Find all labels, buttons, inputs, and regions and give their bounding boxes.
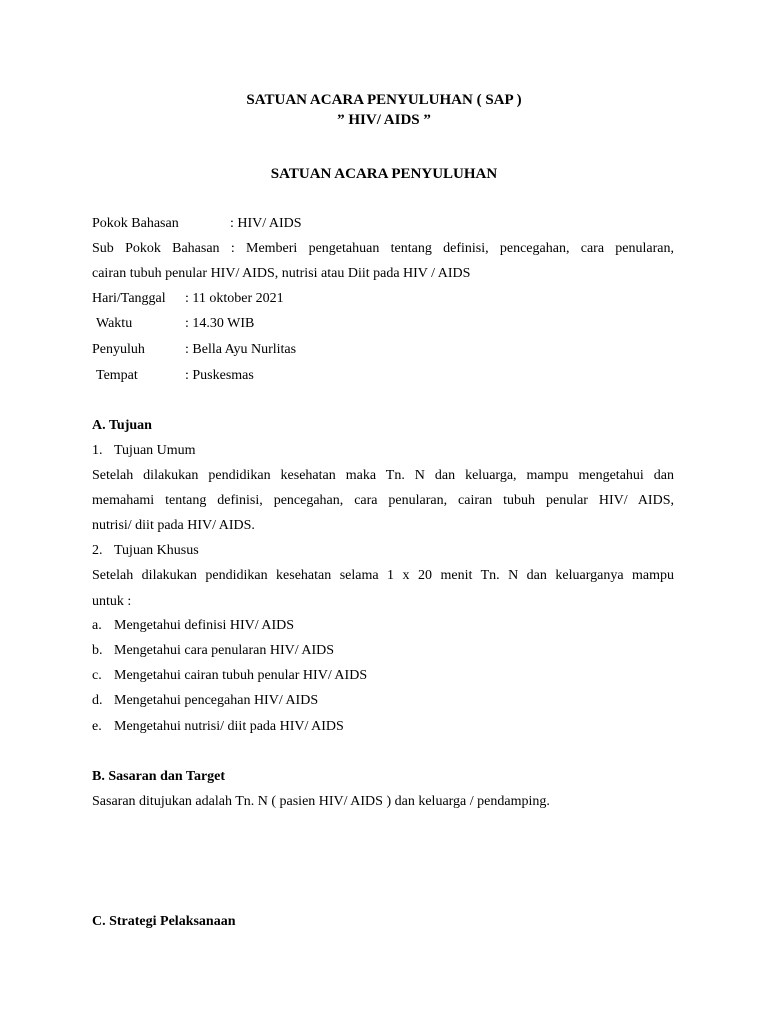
list-item <box>92 691 674 711</box>
list-item-letter: c. <box>92 668 102 683</box>
list-item <box>92 717 674 737</box>
section-b-text: Sasaran ditujukan adalah Tn. N ( pasien HIV/ AIDS ) dan keluarga / pendamping. <box>92 794 550 809</box>
section-b-heading: B. Sasaran dan Target <box>92 769 226 784</box>
info-waktu <box>92 314 674 334</box>
hari-value: : 11 oktober 2021 <box>185 291 284 306</box>
list-item-letter: d. <box>92 693 103 708</box>
list-item-letter: a. <box>92 618 102 633</box>
tujuan-khusus-heading <box>92 541 674 561</box>
info-penyuluh <box>92 340 674 360</box>
document-title: SATUAN ACARA PENYULUHAN ( SAP ) <box>246 92 522 108</box>
tujuan-khusus-text-line1: Setelah dilakukan pendidikan kesehatan selama 1 x 20 menit Tn. N dan keluarganya mampu <box>92 568 674 583</box>
pokok-value: : HIV/ AIDS <box>230 216 302 231</box>
document-topic: ” HIV/ AIDS ” <box>337 112 431 128</box>
list-item-text: Mengetahui pencegahan HIV/ AIDS <box>114 693 319 708</box>
list-item-text: Mengetahui definisi HIV/ AIDS <box>114 618 295 633</box>
section-a-heading: A. Tujuan <box>92 418 152 433</box>
list-item-text: Mengetahui nutrisi/ diit pada HIV/ AIDS <box>114 719 344 734</box>
document-subtitle: SATUAN ACARA PENYULUHAN <box>270 166 498 182</box>
tujuan-khusus-number: 2. <box>92 543 103 558</box>
tujuan-umum-number: 1. <box>92 443 103 458</box>
pokok-label: Pokok Bahasan <box>92 216 179 231</box>
waktu-label: Waktu <box>96 316 133 331</box>
waktu-value: : 14.30 WIB <box>185 316 255 331</box>
list-item-letter: e. <box>92 719 102 734</box>
list-item-text: Mengetahui cara penularan HIV/ AIDS <box>114 643 335 658</box>
tempat-value: : Puskesmas <box>185 368 254 383</box>
tujuan-umum-text-line2: memahami tentang definisi, pencegahan, cara penularan, cairan tubuh penular HIV/ AIDS, <box>92 493 674 508</box>
info-tempat <box>92 366 674 386</box>
list-item <box>92 616 674 636</box>
list-item <box>92 641 674 661</box>
penyuluh-label: Penyuluh <box>92 342 145 357</box>
list-item-letter: b. <box>92 643 103 658</box>
info-pokok-bahasan <box>92 214 674 234</box>
tujuan-khusus-label: Tujuan Khusus <box>114 543 199 558</box>
tujuan-umum-heading <box>92 441 674 461</box>
tujuan-khusus-text-line2: untuk : <box>92 594 132 609</box>
list-item <box>92 666 674 686</box>
tujuan-umum-text-line1: Setelah dilakukan pendidikan kesehatan maka Tn. N dan keluarga, mampu mengetahui dan <box>92 468 674 483</box>
hari-label: Hari/Tanggal <box>92 291 166 306</box>
tempat-label: Tempat <box>96 368 138 383</box>
info-sub-pokok-line2: cairan tubuh penular HIV/ AIDS, nutrisi atau Diit pada HIV / AIDS <box>92 266 471 281</box>
section-c-heading: C. Strategi Pelaksanaan <box>92 914 236 929</box>
info-hari-tanggal <box>92 289 674 309</box>
info-sub-pokok-line1: Sub Pokok Bahasan : Memberi pengetahuan tentang definisi, pencegahan, cara penularan, <box>92 241 674 256</box>
tujuan-umum-text-line3: nutrisi/ diit pada HIV/ AIDS. <box>92 518 255 533</box>
tujuan-umum-label: Tujuan Umum <box>114 443 196 458</box>
list-item-text: Mengetahui cairan tubuh penular HIV/ AIDS <box>114 668 368 683</box>
penyuluh-value: : Bella Ayu Nurlitas <box>185 342 297 357</box>
